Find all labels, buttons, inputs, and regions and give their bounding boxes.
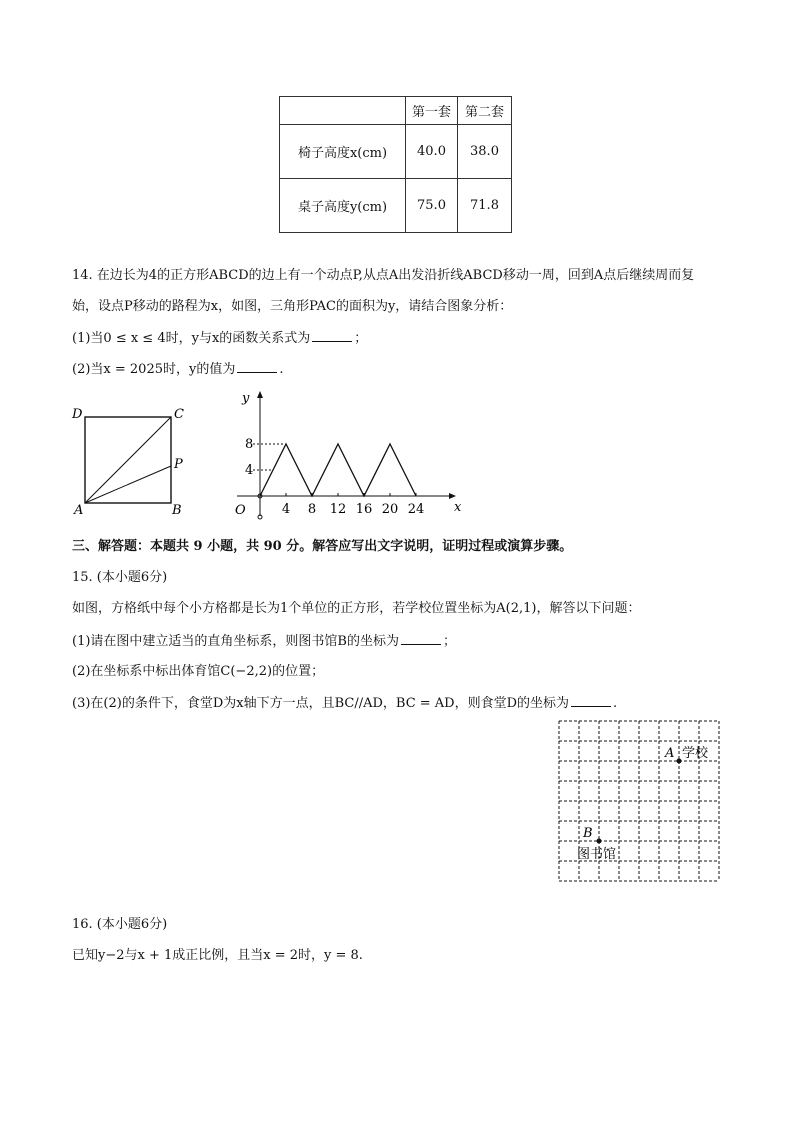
data-table [279, 96, 512, 233]
point-b [597, 839, 602, 844]
answer-blank [401, 632, 441, 645]
table-header-empty [280, 97, 406, 125]
q16-header: 16. (本小题6分) [72, 917, 168, 932]
y-axis-label: y [242, 391, 250, 406]
q15-part1-end: ； [442, 634, 456, 649]
x-axis-arrow [449, 493, 456, 499]
y-tick-4: 4 [245, 463, 254, 478]
table-cell: 40.0 [406, 125, 458, 179]
answer-blank [237, 360, 277, 373]
q15-part3 [72, 694, 617, 713]
label-d: D [72, 407, 83, 422]
q14-line2: 始，设点P移动的路程为x，如图，三角形PAC的面积为y，请结合图象分析： [72, 299, 513, 314]
x-axis-label: x [454, 500, 462, 515]
label-library: 图书馆 [577, 847, 617, 862]
label-school: 学校 [682, 746, 709, 761]
table-cell: 71.8 [458, 179, 512, 233]
q14-part1-end: ； [354, 331, 368, 346]
table-cell: 75.0 [406, 179, 458, 233]
table-cell: 38.0 [458, 125, 512, 179]
y-tick-8: 8 [245, 437, 254, 452]
table-header-set2: 第二套 [458, 97, 512, 125]
segment-ap [85, 466, 171, 503]
answer-blank [312, 329, 352, 342]
x-tick-label: 12 [329, 502, 347, 517]
label-a: A [665, 746, 675, 761]
q15-part3-end: . [613, 696, 618, 711]
origin-label: O [235, 503, 246, 518]
q14-part1 [72, 329, 367, 348]
point-a [677, 759, 682, 764]
table-header-set1: 第一套 [406, 97, 458, 125]
graph-figure [225, 388, 475, 523]
q15-header: 15. (本小题6分) [72, 570, 168, 585]
x-tick-label: 24 [407, 502, 425, 517]
label-b: B [172, 503, 182, 518]
q14-part2-text: (2)当x = 2025时，y的值为 [72, 362, 236, 377]
x-tick-label: 16 [355, 502, 373, 517]
q15-part3-text: (3)在(2)的条件下，食堂D为x轴下方一点，且BC//AD，BC = AD，则食堂D的坐标为 [72, 696, 570, 711]
x-tick-label: 8 [307, 502, 317, 517]
label-c: C [174, 407, 184, 422]
q14-part1-text: (1)当0 ≤ x ≤ 4时，y与x的函数关系式为 [72, 331, 311, 346]
label-b: B [583, 826, 593, 841]
q15-part1 [72, 632, 456, 651]
grid-figure [555, 717, 725, 885]
q14-part2 [72, 360, 283, 379]
y-axis-arrow [257, 391, 263, 398]
q14-line1: 14. 在边长为4的正方形ABCD的边上有一个动点P,从点A出发沿折线ABCD移动一周，回到A点后继续周而复 [72, 268, 695, 283]
square-figure [60, 400, 200, 525]
table-row-label: 椅子高度x(cm) [280, 125, 406, 179]
data-table-wrap [279, 96, 512, 233]
label-a: A [74, 503, 84, 518]
table-row-label: 桌子高度y(cm) [280, 179, 406, 233]
q15-part2: (2)在坐标系中标出体育馆C(−2,2)的位置； [72, 664, 325, 679]
label-p: P [174, 457, 183, 472]
x-tick-label: 20 [381, 502, 399, 517]
q16-text: 已知y−2与x + 1成正比例，且当x = 2时，y = 8. [72, 948, 363, 963]
diagonal-ac [85, 417, 171, 503]
x-tick-label: 4 [281, 502, 291, 517]
section-3-heading: 三、解答题：本题共 9 小题，共 90 分。解答应写出文字说明，证明过程或演算步骤。 [72, 539, 573, 554]
series-line [260, 444, 416, 496]
q15-intro: 如图，方格纸中每个小方格都是长为1个单位的正方形，若学校位置坐标为A(2,1)，解答以下问题： [72, 601, 641, 616]
answer-blank [571, 694, 611, 707]
q15-part1-text: (1)请在图中建立适当的直角坐标系，则图书馆B的坐标为 [72, 634, 399, 649]
q14-part2-end: . [279, 362, 284, 377]
